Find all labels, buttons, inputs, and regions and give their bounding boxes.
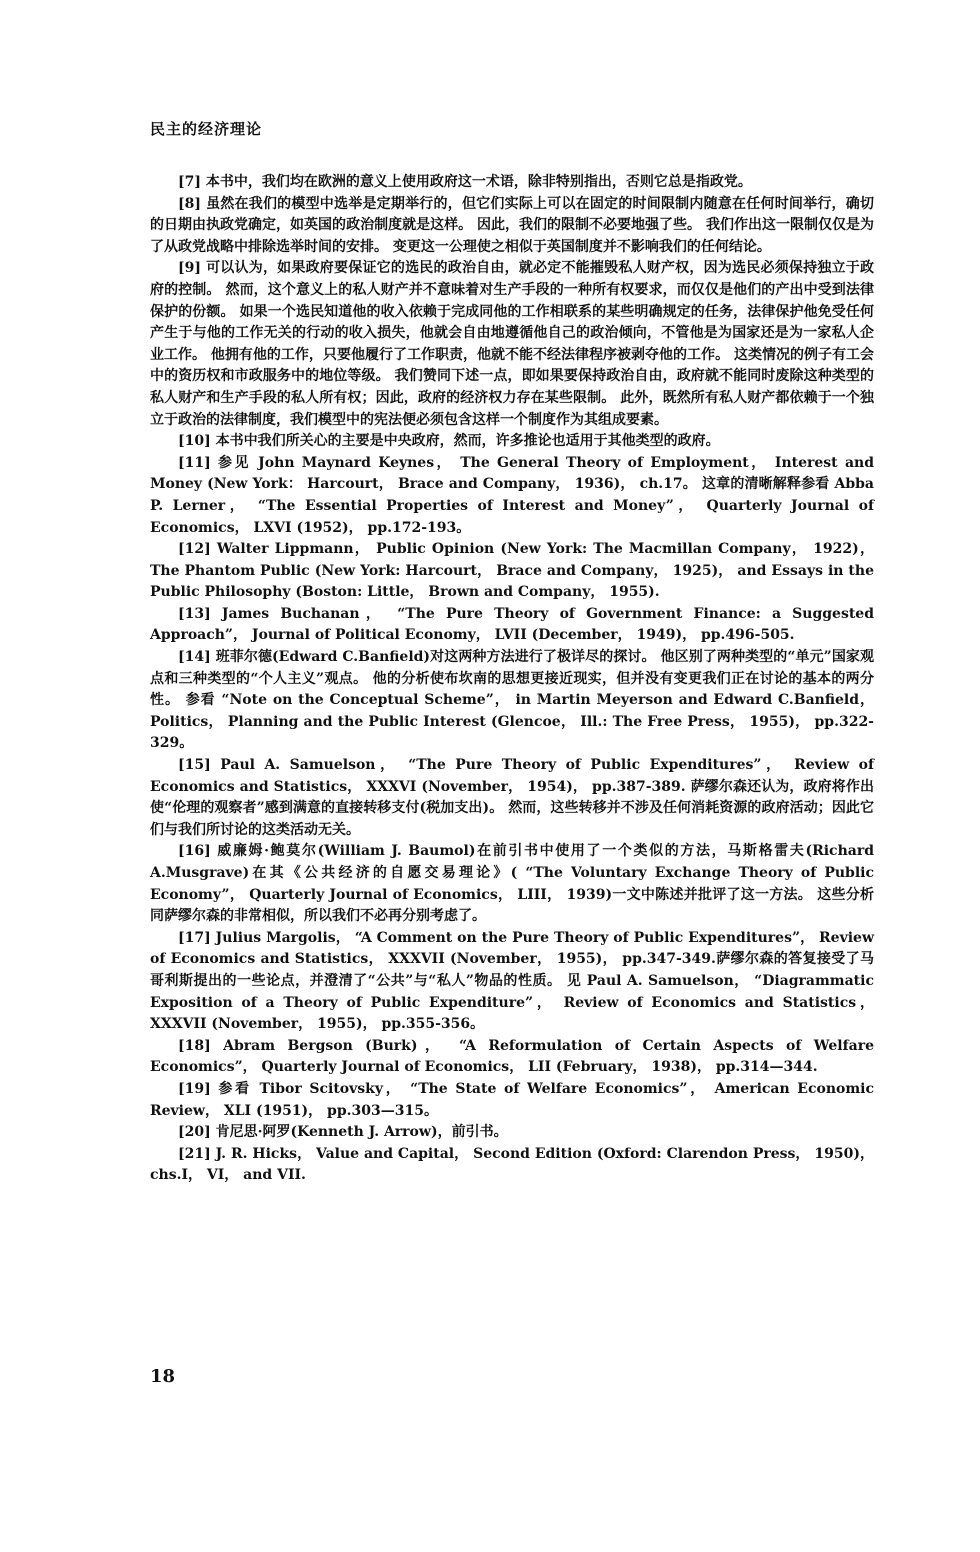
page-number: 18 [150, 1366, 176, 1387]
note-14: [14] 班菲尔德(Edward C.Banfield)对这两种方法进行了极详尽的探讨。 他区别了两种类型的“单元”国家观点和三种类型的“个人主义”观点。 他的分析使布坎南的思想更接近现实，但并没有变更我们正在讨论的基本的两分性。 参看 “Note on the Conceptual Scheme”， in Martin Meyerson and Edward C.Banfield， Politics， Planning and the Public Interest (Glencoe， Ill.: The Free Press， 1955)， pp.322-329。 [150, 649, 874, 752]
note-15: [15] Paul A. Samuelson， “The Pure Theory of Public Expenditures”， Review of Economics and Statistics， XXXVI (November， 1954)， pp.387-389. 萨缪尔森还认为，政府将作出使“伦理的观察者”感到满意的直接转移支付(税加支出)。 然而，这些转移并不涉及任何消耗资源的政府活动；因此它们与我们所讨论的这类活动无关。 [150, 757, 874, 838]
note-12: [12] Walter Lippmann， Public Opinion (New York: The Macmillan Company， 1922)， The Phantom Public (New York: Harcourt， Brace and Company， 1925)， and Essays in the Public Philosophy (Boston: Little， Brown and Company， 1955). [150, 541, 874, 601]
note-16: [16] 威廉姆·鲍莫尔(William J. Baumol)在前引书中使用了一个类似的方法，马斯格雷夫(Richard A.Musgrave)在其《公共经济的自愿交易理论》( “The Voluntary Exchange Theory of Public Economy”， Quarterly Journal of Economics， LIII， 1939)一文中陈述并批评了这一方法。 这些分析同萨缪尔森的非常相似，所以我们不必再分别考虑了。 [150, 843, 874, 925]
note-10: [10] 本书中我们所关心的主要是中央政府，然而，许多推论也适用于其他类型的政府。 [178, 433, 720, 450]
note-18: [18] Abram Bergson (Burk)， “A Reformulation of Certain Aspects of Welfare Economics”， Quarterly Journal of Economics， LII (February， 1938)， pp.314—344. [150, 1037, 874, 1076]
note-17: [17] Julius Margolis， “A Comment on the Pure Theory of Public Expenditures”， Review of Economics and Statistics， XXXVII (November， 1955)， pp.347-349.萨缪尔森的答复接受了马哥利斯提出的一些论点，并澄清了“公共”与“私人”物品的性质。 见 Paul A. Samuelson， “Diagrammatic Exposition of a Theory of Public Expenditure”， Review of Economics and Statistics， XXXVII (November， 1955)， pp.355-356。 [150, 929, 874, 1033]
note-11: [11] 参见 John Maynard Keynes， The General Theory of Employment， Interest and Money (New York： Harcourt， Brace and Company， 1936)， ch.17。 这章的清晰解释参看 Abba P. Lerner， “The Essential Properties of Interest and Money”， Quarterly Journal of Economics， LXVI (1952)， pp.172-193。 [150, 454, 874, 536]
note-9: [9] 可以认为，如果政府要保证它的选民的政治自由，就必定不能摧毁私人财产权，因为选民必须保持独立于政府的控制。 然而，这个意义上的私人财产并不意味着对生产手段的一种所有权要求，而仅仅是他们的产出中受到法律保护的份额。 如果一个选民知道他的收入依赖于完成同他的工作相联系的某些明确规定的任务，法律保护他免受任何产生于与他的工作无关的行动的收入损失，他就会自由地遵循他自己的政治倾向，不管他是为国家还是为一家私人企业工作。 他拥有他的工作，只要他履行了工作职责，他就不能不经法律程序被剥夺他的工作。 这类情况的例子有工会中的资历权和市政服务中的地位等级。 我们赞同下述一点，即如果要保持政治自由，政府就不能同时废除这种类型的私人财产和生产手段的私人所有权；因此，政府的经济权力存在某些限制。 此外，既然所有私人财产都依赖于一个独立于政治的法律制度，我们模型中的宪法便必须包含这样一个制度作为其组成要素。 [150, 260, 874, 428]
note-8: [8] 虽然在我们的模型中选举是定期举行的，但它们实际上可以在固定的时间限制内随意在任何时间举行，确切的日期由执政党确定，如英国的政治制度就是这样。 因此，我们的限制不必要地强了些。 我们作出这一限制仅仅是为了从政党战略中排除选举时间的安排。 变更这一公理使之相似于英国制度并不影响我们的任何结论。 [150, 195, 874, 255]
running-title: 民主的经济理论 [150, 120, 263, 138]
note-21: [21] J. R. Hicks， Value and Capital， Second Edition (Oxford: Clarendon Press， 1950)， chs.I， VI， and VII. [150, 1145, 874, 1184]
note-13: [13] James Buchanan， “The Pure Theory of Government Finance: a Suggested Approach”， Journal of Political Economy， LVII (December， 1949)， pp.496-505. [150, 605, 874, 644]
note-7: [7] 本书中，我们均在欧洲的意义上使用政府这一术语，除非特别指出，否则它总是指政党。 [178, 174, 752, 190]
note-20: [20] 肯尼思·阿罗(Kenneth J. Arrow)，前引书。 [178, 1124, 508, 1141]
endnotes [150, 172, 874, 1187]
note-19: [19] 参看 Tibor Scitovsky， “The State of Welfare Economics”， American Economic Review， XLI (1951)， pp.303—315。 [150, 1080, 874, 1119]
